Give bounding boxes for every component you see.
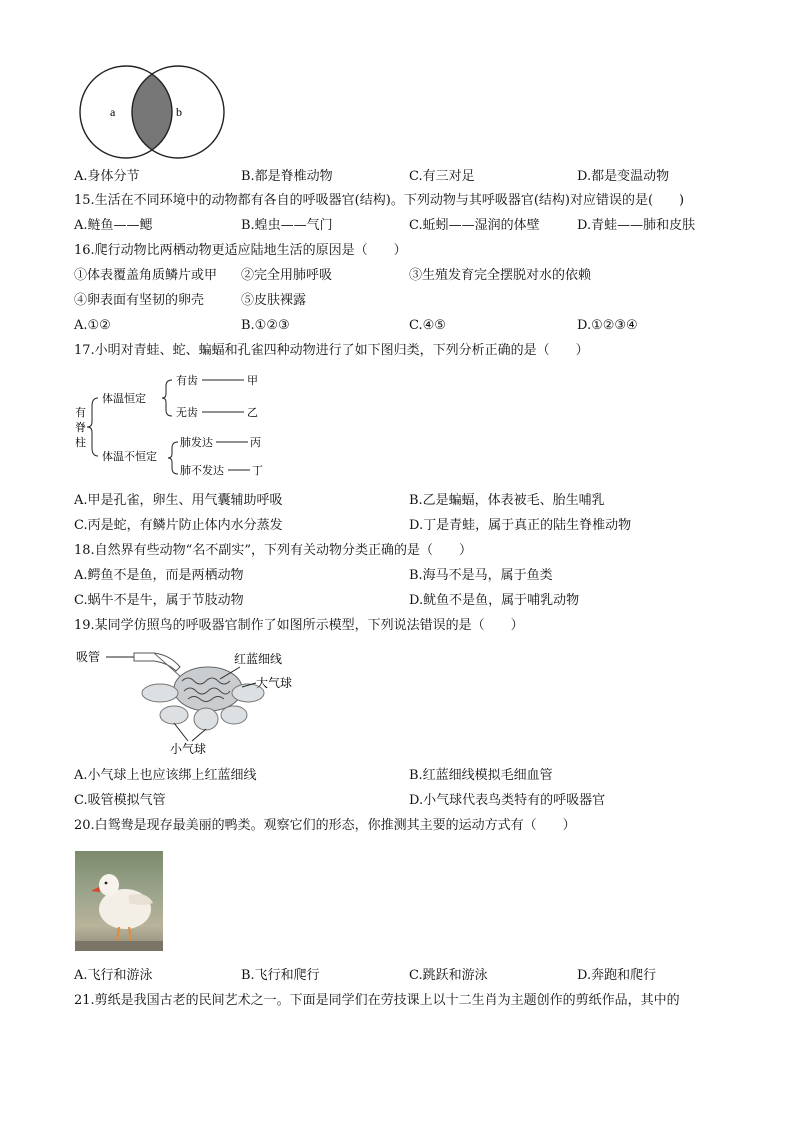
q16-option-b[interactable]: B.①②③ (241, 318, 290, 333)
q16-item-5: ⑤皮肤裸露 (241, 293, 307, 308)
q18-option-c[interactable]: C.蜗牛不是牛，属于节肢动物 (74, 593, 244, 608)
q16-option-c[interactable]: C.④⑤ (409, 318, 446, 333)
duck-beak (91, 887, 100, 892)
q19-option-c[interactable]: C.吸管模拟气管 (74, 793, 166, 808)
q14-option-d[interactable]: D.都是变温动物 (577, 169, 670, 184)
q15-option-b[interactable]: B.蝗虫——气门 (241, 218, 333, 233)
q16-item-2: ②完全用肺呼吸 (241, 268, 333, 283)
q18-option-d[interactable]: D.鱿鱼不是鱼，属于哺乳动物 (409, 593, 580, 608)
diagram-root-3: 柱 (75, 436, 86, 449)
q20-option-c[interactable]: C.跳跃和游泳 (409, 968, 488, 983)
duck-eye (105, 882, 108, 885)
q18-option-a[interactable]: A.鳄鱼不是鱼，而是两栖动物 (74, 568, 244, 583)
label-small-balloon: 小气球 (170, 742, 207, 756)
big-balloon (174, 667, 242, 711)
diagram-main-brace (87, 398, 98, 456)
q19-stem: 19.某同学仿照鸟的呼吸器官制作了如图所示模型，下列说法错误的是（ ） (74, 618, 524, 633)
small-balloon-5 (221, 706, 247, 724)
diagram-leaf-3: 肺发达 (180, 436, 213, 449)
q15-stem (74, 192, 684, 210)
venn-svg (72, 62, 232, 162)
duck-leg-1 (117, 927, 119, 941)
q19-option-d[interactable]: D.小气球代表鸟类特有的呼吸器官 (409, 793, 606, 808)
q16-option-d[interactable]: D.①②③④ (577, 318, 638, 333)
q17-option-b[interactable]: B.乙是蝙蝠，体表被毛、胎生哺乳 (409, 493, 605, 508)
q20-option-a[interactable]: A.飞行和游泳 (74, 968, 153, 983)
venn-label-b: b (176, 105, 182, 119)
q17-option-a[interactable]: A.甲是孔雀，卵生、用气囊辅助呼吸 (74, 493, 283, 508)
q20-option-d[interactable]: D.奔跑和爬行 (577, 968, 657, 983)
diagram-root-2: 脊 (75, 421, 86, 434)
diagram-leaf-2: 无齿 (176, 406, 198, 419)
diagram-leaf-1: 有齿 (176, 374, 198, 387)
diagram-branch-top: 体温恒定 (102, 392, 146, 405)
q16-item-4: ④卵表面有坚韧的卵壳 (74, 293, 205, 308)
q21-stem: 21.剪纸是我国古老的民间艺术之一。下面是同学们在劳技课上以十二生肖为主题创作的剪纸作品，其中的 (74, 993, 680, 1008)
diagram-leaf-2-result: 乙 (247, 406, 258, 419)
small-leader-2 (192, 729, 206, 741)
small-balloon-1 (142, 684, 178, 702)
small-balloon-3 (160, 706, 188, 724)
diagram-leaf-4-result: 丁 (252, 464, 263, 477)
diagram-bottom-brace (168, 442, 178, 474)
q15-option-d[interactable]: D.青蛙——肺和皮肤 (577, 218, 696, 233)
diagram-root-1: 有 (75, 406, 86, 419)
diagram-leaf-1-result: 甲 (247, 374, 258, 387)
q15-stem-paren: ( ) (647, 193, 685, 208)
q14-option-c[interactable]: C.有三对足 (409, 169, 475, 184)
white-mandarin-duck-photo (75, 851, 163, 951)
ground (75, 941, 163, 951)
venn-label-a: a (110, 105, 116, 119)
diagram-top-brace (162, 380, 172, 416)
q14-option-a[interactable]: A.身体分节 (74, 169, 140, 184)
q18-stem: 18.自然界有些动物“名不副实”，下列有关动物分类正确的是（ ） (74, 543, 472, 558)
label-thread: 红蓝细线 (234, 652, 283, 666)
duck-wing (129, 894, 153, 905)
q16-option-a[interactable]: A.①② (74, 318, 111, 333)
diagram-leaf-3-result: 丙 (250, 436, 261, 449)
label-tube: 吸管 (76, 650, 101, 664)
q20-stem: 20.白鸳鸯是现存最美丽的鸭类。观察它们的形态，你推测其主要的运动方式有（ ） (74, 818, 576, 833)
q16-item-3: ③生殖发育完全摆脱对水的依赖 (409, 268, 592, 283)
q15-option-c[interactable]: C.蚯蚓——湿润的体壁 (409, 218, 540, 233)
q15-stem-text: 15.生活在不同环境中的动物都有各自的呼吸器官(结构)。下列动物与其呼吸器官(结构)对应错误的是 (74, 193, 648, 208)
q20-option-b[interactable]: B.飞行和爬行 (241, 968, 320, 983)
q17-stem: 17.小明对青蛙、蛇、蝙蝠和孔雀四种动物进行了如下图归类，下列分析正确的是（ ） (74, 343, 589, 358)
q19-option-a[interactable]: A.小气球上也应该绑上红蓝细线 (74, 768, 257, 783)
duck-head (99, 874, 119, 896)
q19-option-b[interactable]: B.红蓝细线模拟毛细血管 (409, 768, 553, 783)
q14-option-b[interactable]: B.都是脊椎动物 (241, 169, 333, 184)
small-leader-1 (174, 723, 188, 741)
label-big-balloon: 大气球 (256, 676, 293, 690)
duck-illustration (75, 851, 163, 951)
diagram-branch-bottom: 体温不恒定 (102, 450, 157, 463)
lung-model-svg (72, 645, 312, 761)
bird-lung-model (72, 645, 312, 761)
q18-option-b[interactable]: B.海马不是马，属于鱼类 (409, 568, 553, 583)
q17-option-c[interactable]: C.丙是蛇，有鳞片防止体内水分蒸发 (74, 518, 283, 533)
venn-diagram (72, 62, 232, 162)
small-balloon-4 (194, 708, 218, 730)
q15-option-a[interactable]: A.鲢鱼——鳃 (74, 218, 153, 233)
classification-svg (72, 370, 272, 482)
duck-leg-2 (129, 927, 131, 941)
q16-stem: 16.爬行动物比两栖动物更适应陆地生活的原因是（ ） (74, 243, 407, 258)
q17-option-d[interactable]: D.丁是青蛙，属于真正的陆生脊椎动物 (409, 518, 632, 533)
diagram-leaf-4: 肺不发达 (180, 464, 224, 477)
q16-item-1: ①体表覆盖角质鳞片或甲 (74, 268, 218, 283)
classification-diagram (72, 370, 272, 482)
